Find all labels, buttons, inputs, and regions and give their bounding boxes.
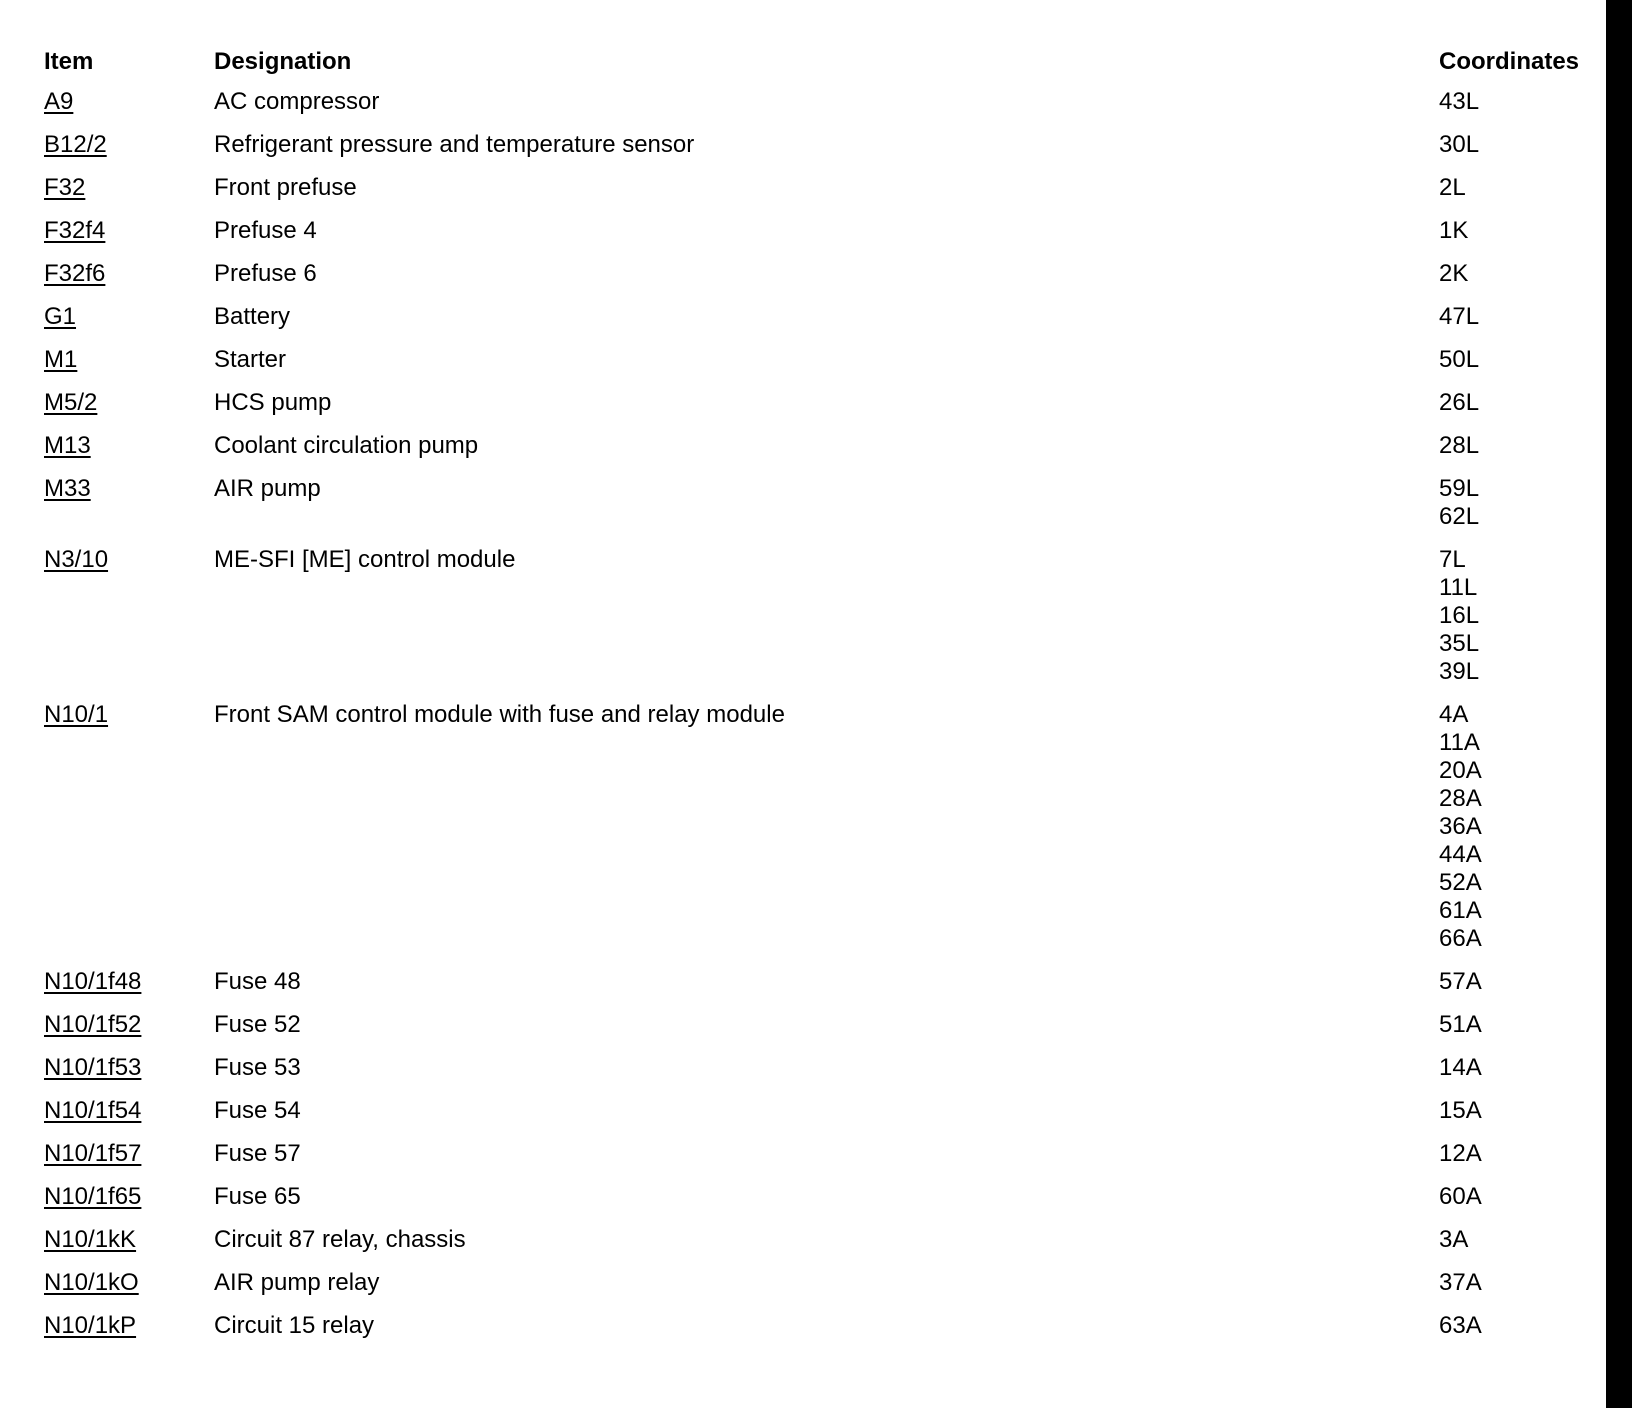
item-cell (44, 1269, 214, 1297)
coordinates-cell (1439, 1183, 1599, 1211)
item-link[interactable]: N10/1kP (44, 1312, 137, 1339)
coordinates-cell (1439, 131, 1599, 159)
coordinate-value: 11L (1439, 574, 1478, 601)
coordinate-value: 63A (1439, 1312, 1482, 1339)
coordinate-value: 3A (1439, 1226, 1469, 1253)
table-row (44, 1308, 1604, 1351)
designation-cell: Circuit 87 relay, chassis (214, 1226, 466, 1253)
item-cell (44, 1054, 214, 1082)
item-link[interactable]: N10/1kO (44, 1269, 139, 1296)
coordinates-cell (1439, 88, 1599, 116)
item-cell (44, 701, 214, 729)
coordinates-cell (1439, 546, 1599, 686)
table-row (44, 471, 1604, 542)
coordinate-value: 20A (1439, 757, 1482, 784)
coordinate-value: 50L (1439, 346, 1480, 373)
coordinate-value: 14A (1439, 1054, 1482, 1081)
coordinate-value: 39L (1439, 658, 1480, 685)
item-link[interactable]: A9 (44, 88, 74, 115)
coordinate-value: 16L (1439, 602, 1480, 629)
coordinate-value: 7L (1439, 546, 1466, 573)
coordinates-cell (1439, 303, 1599, 331)
item-link[interactable]: N3/10 (44, 546, 109, 573)
coordinate-value: 51A (1439, 1011, 1482, 1038)
table-row (44, 1050, 1604, 1093)
coordinate-value: 61A (1439, 897, 1482, 924)
designation-cell: Prefuse 6 (214, 260, 317, 287)
coordinates-cell (1439, 475, 1599, 531)
item-cell (44, 1140, 214, 1168)
designation-cell: AIR pump relay (214, 1269, 380, 1296)
item-cell (44, 1226, 214, 1254)
item-cell (44, 1312, 214, 1340)
coordinate-value: 28L (1439, 432, 1480, 459)
coordinates-cell (1439, 432, 1599, 460)
item-link[interactable]: M1 (44, 346, 78, 373)
item-cell (44, 88, 214, 116)
coordinates-cell (1439, 174, 1599, 202)
coordinate-value: 26L (1439, 389, 1480, 416)
designation-cell: AIR pump (214, 475, 321, 502)
table-row (44, 84, 1604, 127)
table-row (44, 428, 1604, 471)
designation-cell: Front SAM control module with fuse and relay module (214, 701, 785, 728)
item-cell (44, 303, 214, 331)
table-row (44, 385, 1604, 428)
item-cell (44, 475, 214, 503)
coordinates-cell (1439, 1011, 1599, 1039)
right-edge-bar (1606, 0, 1632, 1408)
table-row (44, 1222, 1604, 1265)
coordinates-cell (1439, 1054, 1599, 1082)
designation-cell: ME-SFI [ME] control module (214, 546, 516, 573)
item-link[interactable]: N10/1f52 (44, 1011, 142, 1038)
coordinate-value: 52A (1439, 869, 1482, 896)
item-link[interactable]: B12/2 (44, 131, 107, 158)
table-row (44, 1136, 1604, 1179)
item-cell (44, 389, 214, 417)
coordinate-value: 66A (1439, 925, 1482, 952)
designation-cell: AC compressor (214, 88, 380, 115)
item-link[interactable]: F32f6 (44, 260, 106, 287)
item-cell (44, 968, 214, 996)
item-cell (44, 1183, 214, 1211)
coordinate-value: 57A (1439, 968, 1482, 995)
table-row (44, 256, 1604, 299)
table-header (44, 44, 1604, 84)
table-row (44, 1265, 1604, 1308)
item-cell (44, 346, 214, 374)
table-row (44, 213, 1604, 256)
coordinate-value: 2K (1439, 260, 1469, 287)
coordinate-value: 12A (1439, 1140, 1482, 1167)
item-link[interactable]: N10/1f53 (44, 1054, 142, 1081)
table-row (44, 342, 1604, 385)
item-link[interactable]: N10/1f54 (44, 1097, 142, 1124)
coordinate-value: 62L (1439, 503, 1480, 530)
coordinates-cell (1439, 346, 1599, 374)
item-link[interactable]: M5/2 (44, 389, 98, 416)
item-cell (44, 174, 214, 202)
coordinates-cell (1439, 1140, 1599, 1168)
coordinates-cell (1439, 1097, 1599, 1125)
coordinates-cell (1439, 1226, 1599, 1254)
coordinates-cell (1439, 389, 1599, 417)
table-row (44, 299, 1604, 342)
item-link[interactable]: N10/1kK (44, 1226, 137, 1253)
table-body (44, 84, 1604, 1351)
item-cell (44, 217, 214, 245)
item-link[interactable]: N10/1 (44, 701, 109, 728)
item-link[interactable]: F32f4 (44, 217, 106, 244)
designation-cell: Fuse 57 (214, 1140, 301, 1167)
item-cell (44, 1011, 214, 1039)
coordinate-value: 36A (1439, 813, 1482, 840)
designation-cell: Fuse 52 (214, 1011, 301, 1038)
designation-cell: Starter (214, 346, 287, 373)
coordinates-cell (1439, 968, 1599, 996)
coordinates-cell (1439, 1312, 1599, 1340)
item-link[interactable]: M13 (44, 432, 91, 459)
designation-cell: Front prefuse (214, 174, 357, 201)
coordinate-value: 43L (1439, 88, 1480, 115)
coordinates-cell (1439, 260, 1599, 288)
designation-cell: Coolant circulation pump (214, 432, 479, 459)
table-row (44, 1007, 1604, 1050)
coordinate-value: 44A (1439, 841, 1482, 868)
item-link[interactable]: N10/1f48 (44, 968, 142, 995)
coordinate-value: 4A (1439, 701, 1469, 728)
component-table (44, 44, 1604, 1351)
designation-cell: Battery (214, 303, 291, 330)
table-row (44, 127, 1604, 170)
coordinates-cell (1439, 217, 1599, 245)
coordinate-value: 30L (1439, 131, 1480, 158)
designation-cell: Fuse 53 (214, 1054, 301, 1081)
table-row (44, 170, 1604, 213)
coordinate-value: 2L (1439, 174, 1466, 201)
table-row (44, 542, 1604, 697)
item-cell (44, 432, 214, 460)
coordinate-value: 37A (1439, 1269, 1482, 1296)
item-cell (44, 260, 214, 288)
designation-cell: HCS pump (214, 389, 332, 416)
designation-cell: Fuse 54 (214, 1097, 301, 1124)
table-row (44, 1179, 1604, 1222)
designation-cell: Refrigerant pressure and temperature sensor (214, 131, 695, 158)
coordinate-value: 59L (1439, 475, 1480, 502)
header-item: Item (44, 48, 94, 75)
coordinate-value: 1K (1439, 217, 1469, 244)
coordinate-value: 28A (1439, 785, 1482, 812)
coordinate-value: 47L (1439, 303, 1480, 330)
designation-cell: Prefuse 4 (214, 217, 317, 244)
table-row (44, 697, 1604, 964)
coordinate-value: 35L (1439, 630, 1480, 657)
designation-cell: Circuit 15 relay (214, 1312, 375, 1339)
header-designation: Designation (214, 48, 352, 75)
item-link[interactable]: F32 (44, 174, 86, 201)
item-link[interactable]: N10/1f57 (44, 1140, 142, 1167)
coordinate-value: 60A (1439, 1183, 1482, 1210)
item-link[interactable]: G1 (44, 303, 77, 330)
coordinate-value: 11A (1439, 729, 1480, 756)
table-row (44, 964, 1604, 1007)
coordinate-value: 15A (1439, 1097, 1482, 1124)
item-cell (44, 1097, 214, 1125)
item-link[interactable]: M33 (44, 475, 91, 502)
item-cell (44, 131, 214, 159)
designation-cell: Fuse 48 (214, 968, 301, 995)
coordinates-cell (1439, 701, 1599, 953)
item-cell (44, 546, 214, 574)
table-row (44, 1093, 1604, 1136)
designation-cell: Fuse 65 (214, 1183, 301, 1210)
header-coordinates: Coordinates (1439, 48, 1580, 75)
coordinates-cell (1439, 1269, 1599, 1297)
item-link[interactable]: N10/1f65 (44, 1183, 142, 1210)
